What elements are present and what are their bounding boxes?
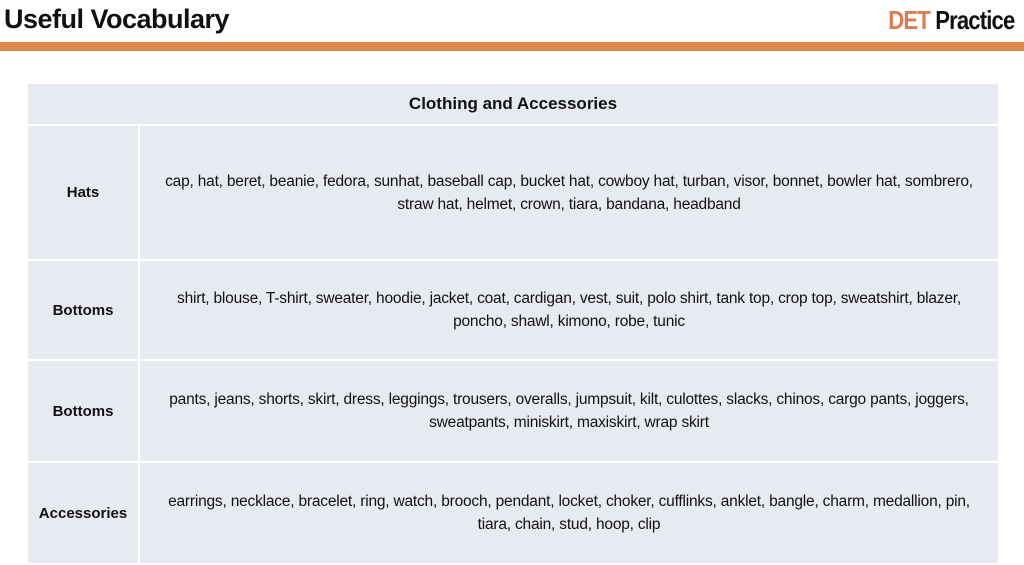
row-items: earrings, necklace, bracelet, ring, watch, brooch, pendant, locket, choker, cufflinks, anklet, bangle, charm, medallion, pin, tiara, chain, stud, hoop, clip xyxy=(139,462,999,564)
row-items: shirt, blouse, T-shirt, sweater, hoodie, jacket, coat, cardigan, vest, suit, polo shirt, tank top, crop top, sweatshirt, blazer, poncho, shawl, kimono, robe, tunic xyxy=(139,260,999,360)
table-row xyxy=(27,125,999,260)
row-label: Bottoms xyxy=(27,260,139,360)
row-items: pants, jeans, shorts, skirt, dress, leggings, trousers, overalls, jumpsuit, kilt, culottes, slacks, chinos, cargo pants, joggers, sweatpants, miniskirt, maxiskirt, wrap skirt xyxy=(139,360,999,462)
table-row xyxy=(27,260,999,360)
row-label: Hats xyxy=(27,125,139,260)
brand-logo: DET Practice xyxy=(887,5,1014,35)
table-title: Clothing and Accessories xyxy=(27,83,999,125)
row-label: Bottoms xyxy=(27,360,139,462)
table-row xyxy=(27,360,999,462)
header-divider xyxy=(0,42,1024,51)
page-title: Useful Vocabulary xyxy=(4,4,230,34)
table-row xyxy=(27,462,999,564)
row-label: Accessories xyxy=(27,462,139,564)
vocabulary-table xyxy=(26,82,1000,565)
row-items: cap, hat, beret, beanie, fedora, sunhat, baseball cap, bucket hat, cowboy hat, turban, visor, bonnet, bowler hat, sombrero, straw hat, helmet, crown, tiara, bandana, headband xyxy=(139,125,999,260)
